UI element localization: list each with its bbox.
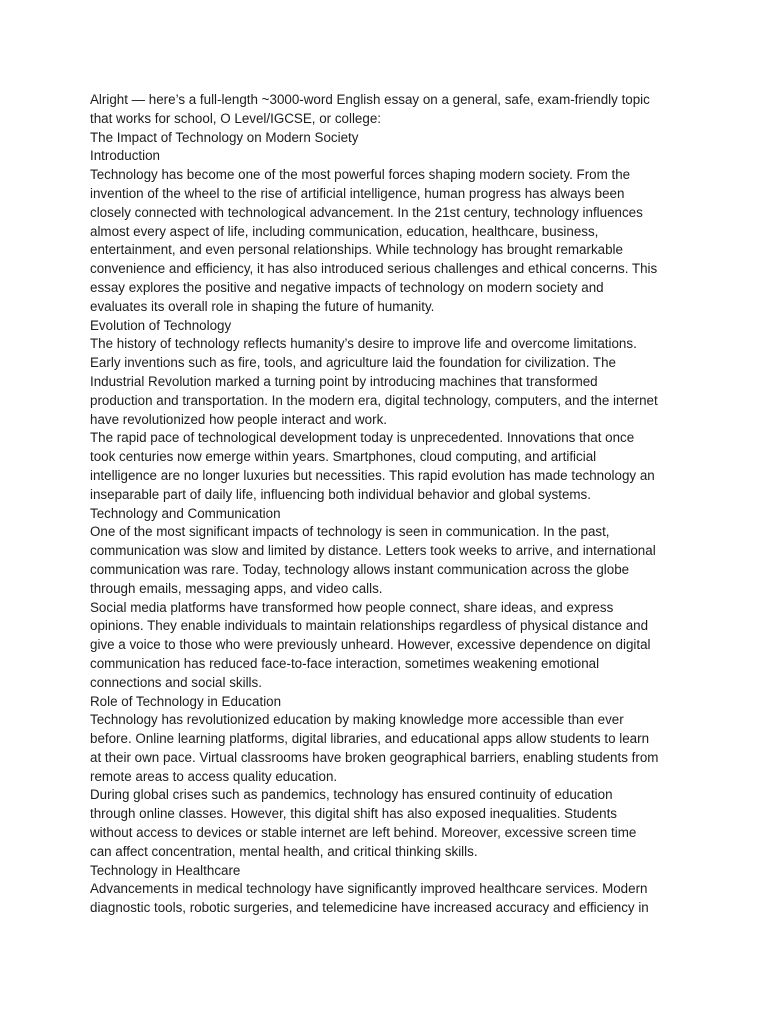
paragraph-line: One of the most significant impacts of technology is seen in communication. In the past, — [90, 524, 610, 540]
paragraph-line: opinions. They enable individuals to maintain relationships regardless of physical distance and — [90, 618, 649, 634]
paragraph-line: The rapid pace of technological development today is unprecedented. Innovations that once — [90, 430, 635, 446]
paragraph — [90, 429, 690, 504]
paragraph-line: entertainment, and even personal relationships. While technology has brought remarkable — [90, 242, 623, 258]
paragraph-line: inseparable part of daily life, influencing both individual behavior and global systems. — [90, 486, 591, 502]
paragraph-line: convenience and efficiency, it has also introduced serious challenges and ethical concerns. This — [90, 261, 658, 277]
essay-body — [90, 91, 690, 918]
paragraph-line: Social media platforms have transformed how people connect, share ideas, and express — [90, 599, 614, 615]
section-heading: Technology in Healthcare — [90, 862, 241, 878]
section-heading: Evolution of Technology — [90, 317, 232, 333]
essay-sections — [90, 147, 690, 918]
paragraph-line: Early inventions such as fire, tools, and agriculture laid the foundation for civilization. The — [90, 355, 616, 371]
paragraph-line: at their own pace. Virtual classrooms have broken geographical barriers, enabling students from — [90, 749, 659, 765]
paragraph-line: without access to devices or stable internet are left behind. Moreover, excessive screen time — [90, 825, 637, 841]
paragraph-line: through emails, messaging apps, and video calls. — [90, 580, 383, 596]
intro-line: Alright — here’s a full-length ~3000-word English essay on a general, safe, exam-friendly topic — [90, 92, 650, 107]
paragraph-line: communication has reduced face-to-face interaction, sometimes weakening emotional — [90, 655, 600, 671]
paragraph-line: communication was rare. Today, technology allows instant communication across the globe — [90, 561, 630, 577]
paragraph-line: The history of technology reflects humanity’s desire to improve life and overcome limitations. — [90, 336, 637, 352]
paragraph-line: communication was slow and limited by distance. Letters took weeks to arrive, and international — [90, 543, 656, 559]
paragraph — [90, 880, 690, 918]
paragraph-line: intelligence are no longer luxuries but necessities. This rapid evolution has made technology an — [90, 467, 655, 483]
section-heading: Introduction — [90, 148, 160, 164]
paragraph-line: almost every aspect of life, including communication, education, healthcare, business, — [90, 223, 599, 239]
section-heading: Role of Technology in Education — [90, 693, 282, 709]
paragraph — [90, 335, 690, 429]
paragraph-line: give a voice to those who were previously unheard. However, excessive dependence on digital — [90, 637, 651, 653]
paragraph — [90, 599, 690, 693]
intro-line: that works for school, O Level/IGCSE, or college: — [90, 110, 381, 126]
paragraph-line: invention of the wheel to the rise of artificial intelligence, human progress has always been — [90, 185, 625, 201]
paragraph-line: During global crises such as pandemics, technology has ensured continuity of education — [90, 787, 613, 803]
paragraph-line: through online classes. However, this digital shift has also exposed inequalities. Students — [90, 806, 618, 822]
paragraph-line: Technology has revolutionized education by making knowledge more accessible than ever — [90, 712, 624, 728]
paragraph-line: production and transportation. In the modern era, digital technology, computers, and the internet — [90, 392, 658, 408]
paragraph-line: diagnostic tools, robotic surgeries, and telemedicine have increased accuracy and efficiency in — [90, 900, 649, 916]
paragraph-line: have revolutionized how people interact and work. — [90, 411, 388, 427]
paragraph-line: Advancements in medical technology have significantly improved healthcare services. Modern — [90, 881, 648, 897]
paragraph-line: took centuries now emerge within years. Smartphones, cloud computing, and artificial — [90, 449, 597, 465]
paragraph — [90, 523, 690, 598]
paragraph-line: Technology has become one of the most powerful forces shaping modern society. From the — [90, 167, 631, 183]
paragraph-line: closely connected with technological advancement. In the 21st century, technology influences — [90, 204, 643, 220]
paragraph-line: essay explores the positive and negative impacts of technology on modern society and — [90, 279, 604, 295]
paragraph-line: remote areas to access quality education. — [90, 768, 338, 784]
paragraph-line: can affect concentration, mental health, and critical thinking skills. — [90, 843, 478, 859]
paragraph-line: evaluates its overall role in shaping the future of humanity. — [90, 298, 435, 314]
essay-title: The Impact of Technology on Modern Society — [90, 129, 359, 145]
section-heading: Technology and Communication — [90, 505, 281, 521]
paragraph-line: Industrial Revolution marked a turning point by introducing machines that transformed — [90, 373, 598, 389]
paragraph — [90, 166, 690, 316]
paragraph — [90, 786, 690, 861]
paragraph — [90, 711, 690, 786]
paragraph-line: connections and social skills. — [90, 674, 262, 690]
paragraph-line: before. Online learning platforms, digital libraries, and educational apps allow students to learn — [90, 731, 650, 747]
